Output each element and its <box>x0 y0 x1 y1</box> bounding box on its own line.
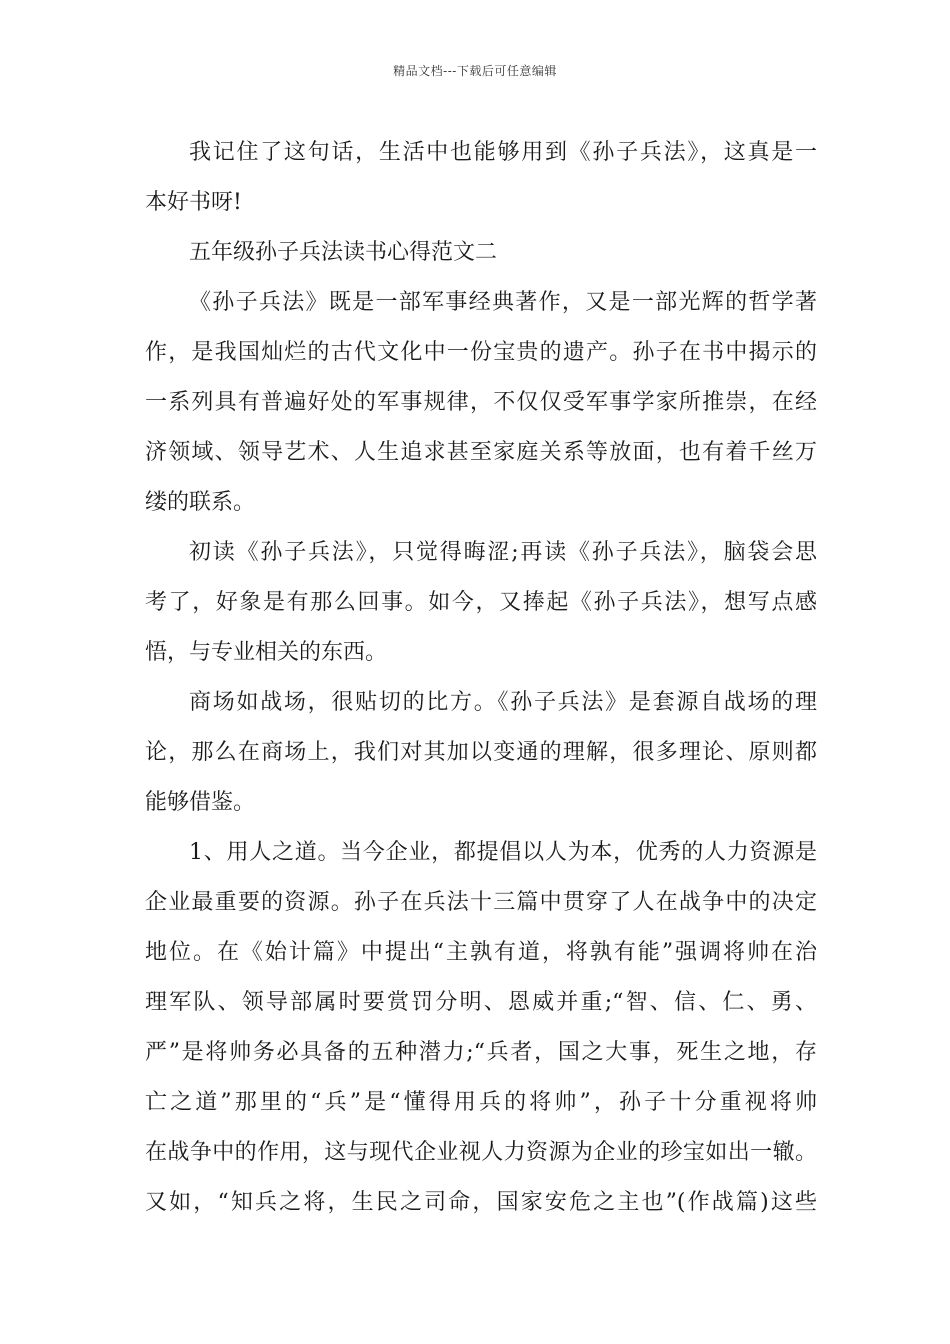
text-line: 1、用人之道。当今企业，都提倡以人为本，优秀的人力资源是 <box>189 840 817 865</box>
text-line: 济领域、领导艺术、人生追求甚至家庭关系等放面，也有着千丝万 <box>145 440 817 465</box>
text-line: 作，是我国灿烂的古代文化中一份宝贵的遗产。孙子在书中揭示的 <box>145 340 817 365</box>
text-line: 悟，与专业相关的东西。 <box>145 640 388 665</box>
text-line: 商场如战场，很贴切的比方。《孙子兵法》是套源自战场的理 <box>189 690 817 715</box>
text-line: 缕的联系。 <box>145 490 256 515</box>
text-line: 又如，“知兵之将，生民之司命，国家安危之主也”(作战篇)这些 <box>145 1190 817 1215</box>
text-line: 地位。在《始计篇》中提出“主孰有道，将孰有能”强调将帅在治 <box>145 940 817 965</box>
section-heading: 五年级孙子兵法读书心得范文二 <box>189 240 498 265</box>
text-line: 我记住了这句话，生活中也能够用到《孙子兵法》，这真是一 <box>189 140 817 165</box>
text-line: 论，那么在商场上，我们对其加以变通的理解，很多理论、原则都 <box>145 740 817 765</box>
text-line: 考了，好象是有那么回事。如今，又捧起《孙子兵法》，想写点感 <box>145 590 817 615</box>
body-text <box>145 128 817 1228</box>
text-line: 亡之道”那里的“兵”是“懂得用兵的将帅”，孙子十分重视将帅 <box>145 1090 817 1115</box>
page-header: 精品文档---下载后可任意编辑 <box>393 64 557 78</box>
text-line: 《孙子兵法》既是一部军事经典著作，又是一部光辉的哲学著 <box>189 290 817 315</box>
text-line: 企业最重要的资源。孙子在兵法十三篇中贯穿了人在战争中的决定 <box>145 890 817 915</box>
text-line: 能够借鉴。 <box>145 790 256 815</box>
text-line: 初读《孙子兵法》，只觉得晦涩;再读《孙子兵法》，脑袋会思 <box>189 540 817 565</box>
text-line: 严”是将帅务必具备的五种潜力;“兵者，国之大事，死生之地，存 <box>145 1040 817 1065</box>
text-line: 理军队、领导部属时要赏罚分明、恩威并重;“智、信、仁、勇、 <box>145 990 817 1015</box>
text-line: 一系列具有普遍好处的军事规律，不仅仅受军事学家所推崇，在经 <box>145 390 817 415</box>
text-line: 在战争中的作用，这与现代企业视人力资源为企业的珍宝如出一辙。 <box>145 1140 817 1165</box>
text-line: 本好书呀! <box>145 190 242 215</box>
